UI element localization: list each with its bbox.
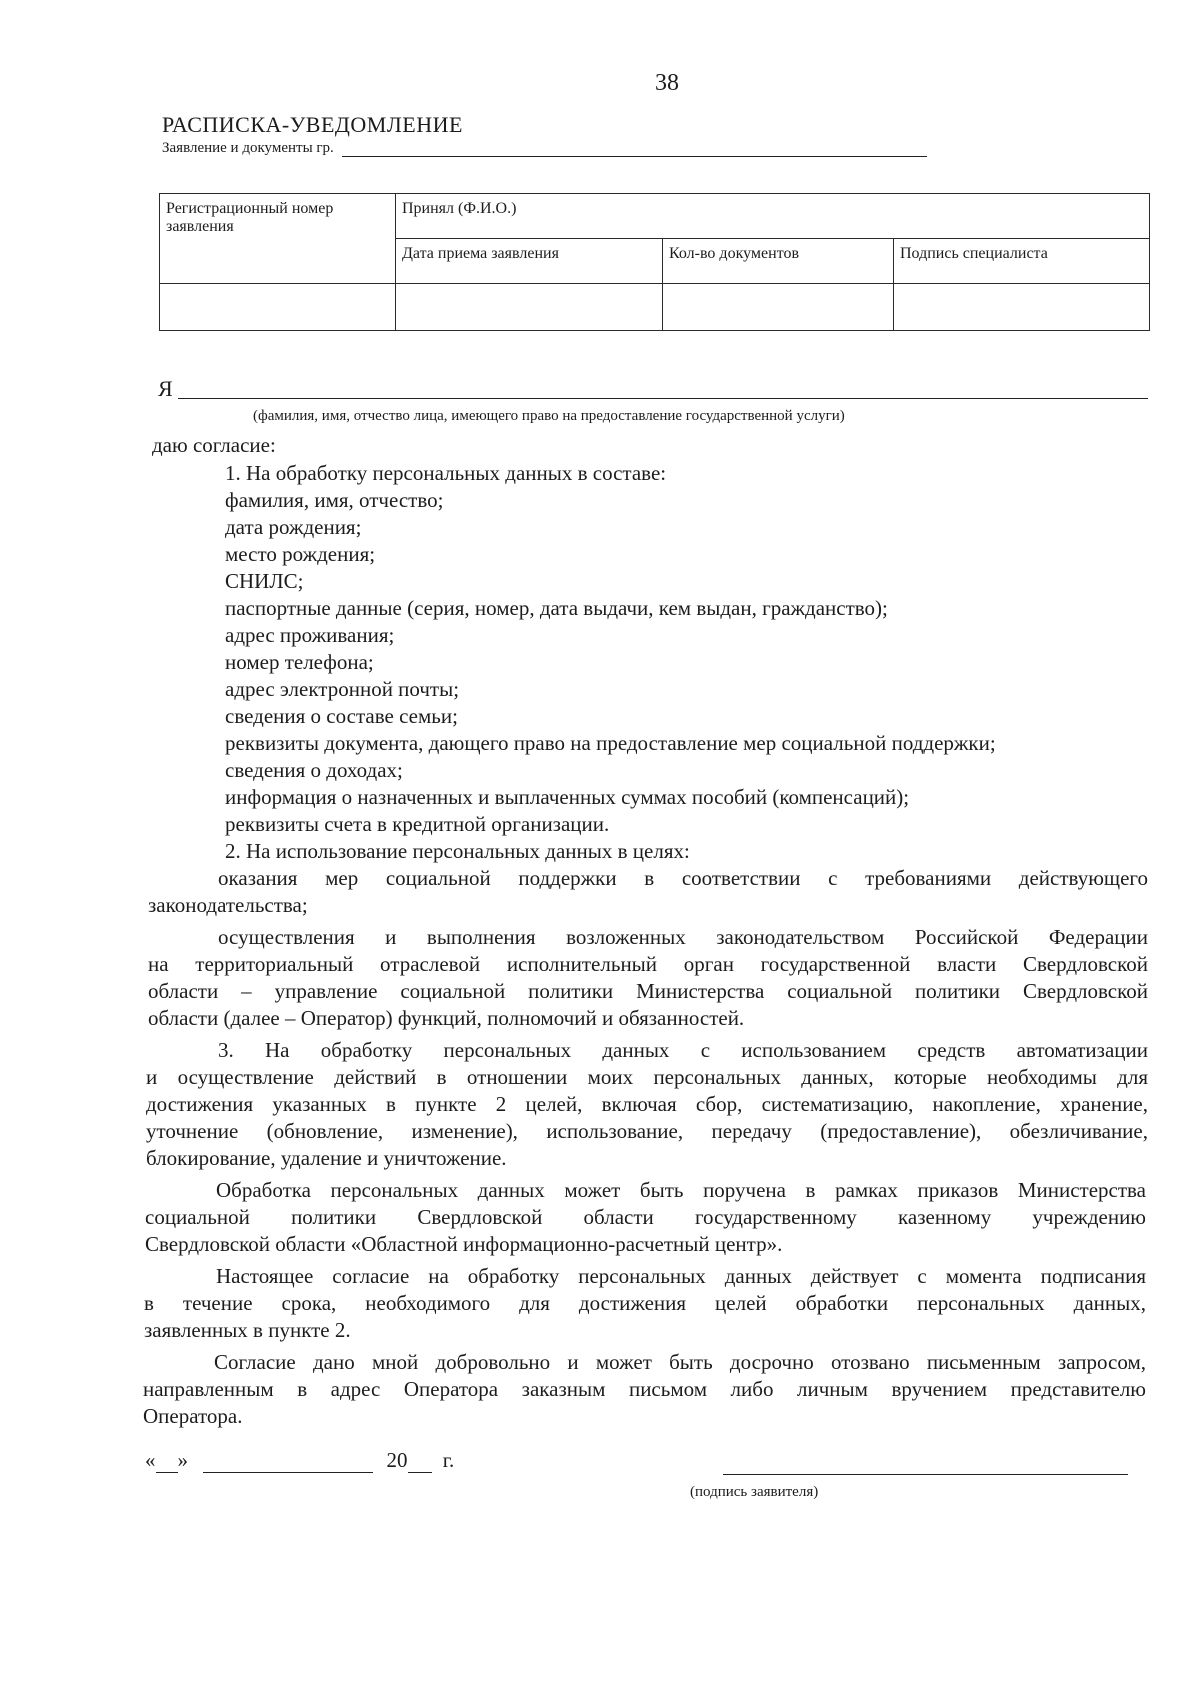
item1-list-item: СНИЛС;: [225, 569, 304, 593]
item2-p2-line: области – управление социальной политики Министерства социальной политики Свердловской: [148, 979, 1148, 1003]
item1-list-item: реквизиты счета в кредитной организации.: [225, 812, 610, 836]
item3-line: достижения указанных в пункте 2 целей, включая сбор, систематизацию, накопление, хранение,: [146, 1092, 1148, 1116]
validity-line: Настоящее согласие на обработку персональных данных действует с момента подписания: [216, 1264, 1146, 1288]
applicant-label: Заявление и документы гр.: [162, 140, 334, 156]
item1-list-item: дата рождения;: [225, 515, 362, 539]
item2-p2-line: на территориальный отраслевой исполнительный орган государственной власти Свердловской: [148, 952, 1148, 976]
item1-list-item: фамилия, имя, отчество;: [225, 488, 444, 512]
year-prefix: 20: [386, 1448, 408, 1472]
count-cell: [663, 284, 894, 331]
page-number: 38: [655, 70, 679, 96]
item2-p2-line: области (далее – Оператор) функций, полномочий и обязанностей.: [148, 1006, 745, 1030]
item3-line: 3. На обработку персональных данных с использованием средств автоматизации: [218, 1038, 1148, 1062]
date-header: Дата приема заявления: [396, 239, 663, 284]
item3-line: блокирование, удаление и уничтожение.: [146, 1146, 507, 1170]
item1-list-item: сведения о составе семьи;: [225, 704, 458, 728]
signature-blank: [723, 1474, 1128, 1475]
reg-number-header: Регистрационный номер заявления: [160, 194, 396, 284]
voluntary-line: Оператора.: [143, 1404, 243, 1428]
item2-p2-line: осуществления и выполнения возложенных законодательством Российской Федерации: [218, 925, 1148, 949]
item2-p1-line: оказания мер социальной поддержки в соответствии с требованиями действующего: [218, 866, 1148, 890]
item1-list-item: адрес проживания;: [225, 623, 395, 647]
accepted-by-header: Принял (Ф.И.О.): [396, 194, 1150, 239]
signature-cell: [894, 284, 1150, 331]
item3-line: и осуществление действий в отношении моих персональных данных, которые необходимы для: [146, 1065, 1148, 1089]
date-open-quote: «: [145, 1448, 156, 1472]
count-header: Кол-во документов: [663, 239, 894, 284]
voluntary-line: направленным в адрес Оператора заказным письмом либо личным вручением представителю: [143, 1377, 1146, 1401]
item1-list-item: номер телефона;: [225, 650, 374, 674]
signature-caption: (подпись заявителя): [690, 1484, 819, 1500]
commission-line: Свердловской области «Областной информационно-расчетный центр».: [145, 1232, 783, 1256]
item3-line: уточнение (обновление, изменение), использование, передачу (предоставление), обезличивание,: [146, 1119, 1148, 1143]
day-blank: [156, 1472, 178, 1473]
commission-line: Обработка персональных данных может быть поручена в рамках приказов Министерства: [216, 1178, 1146, 1202]
date-cell: [396, 284, 663, 331]
item2-p1-line: законодательства;: [148, 893, 308, 917]
item1-list-item: место рождения;: [225, 542, 376, 566]
ya-label: Я: [158, 376, 173, 401]
date-close-quote: »: [177, 1448, 188, 1472]
validity-line: заявленных в пункте 2.: [144, 1318, 351, 1342]
year-suffix: г.: [442, 1448, 455, 1472]
date-row: [145, 1448, 454, 1473]
validity-line: в течение срока, необходимого для достижения целей обработки персональных данных,: [144, 1291, 1146, 1315]
voluntary-line: Согласие дано мной добровольно и может быть досрочно отозвано письменным запросом,: [214, 1350, 1146, 1374]
fio-caption: (фамилия, имя, отчество лица, имеющего право на предоставление государственной услуги): [253, 408, 845, 424]
document-title: РАСПИСКА-УВЕДОМЛЕНИЕ: [162, 112, 463, 137]
applicant-line: [162, 140, 927, 157]
item1-list-item: реквизиты документа, дающего право на предоставление мер социальной поддержки;: [225, 731, 996, 755]
item1-list-item: адрес электронной почты;: [225, 677, 460, 701]
item1-list-item: паспортные данные (серия, номер, дата выдачи, кем выдан, гражданство);: [225, 596, 888, 620]
item1-list-item: сведения о доходах;: [225, 758, 403, 782]
year-blank: [408, 1472, 432, 1473]
give-consent: даю согласие:: [152, 433, 276, 457]
item1-heading: 1. На обработку персональных данных в составе:: [225, 461, 667, 485]
item1-list-item: информация о назначенных и выплаченных суммах пособий (компенсаций);: [225, 785, 910, 809]
signature-header: Подпись специалиста: [894, 239, 1150, 284]
month-blank: [203, 1472, 373, 1473]
reg-number-cell: [160, 284, 396, 331]
item2-heading: 2. На использование персональных данных в целях:: [225, 839, 690, 863]
commission-line: социальной политики Свердловской области государственному казенному учреждению: [145, 1205, 1146, 1229]
fio-blank: [178, 398, 1148, 399]
registration-table: [159, 193, 1150, 331]
applicant-name-blank: [342, 156, 927, 157]
